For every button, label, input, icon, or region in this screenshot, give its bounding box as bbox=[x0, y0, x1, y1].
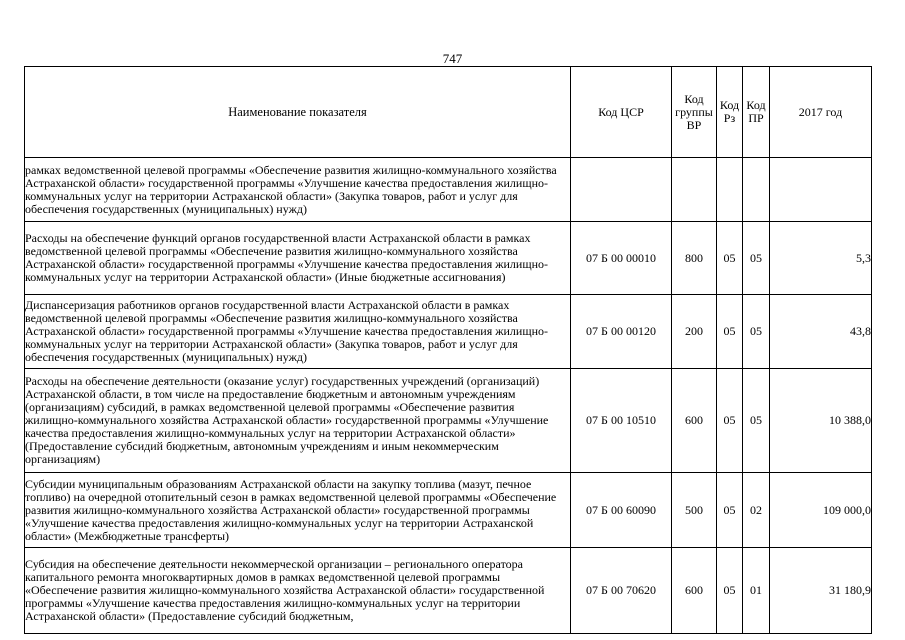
table-header-row bbox=[25, 67, 872, 158]
row-rz: 05 bbox=[717, 369, 743, 473]
row-name: рамках ведомственной целевой программы «Обеспечение развития жилищно-коммунального хозяйства Астраханской области» государственной программы «Улучшение качества предоставления жилищно-коммунальных услуг на территории Астраханской области» (Закупка товаров, работ и услуг для обеспечения государственных (муниципальных) нужд) bbox=[25, 158, 571, 222]
row-csr: 07 Б 00 10510 bbox=[571, 369, 672, 473]
row-amount bbox=[770, 158, 872, 222]
row-name: Субсидия на обеспечение деятельности некоммерческой организации – регионального оператора капитального ремонта многоквартирных домов в рамках ведомственной целевой программы «Обеспечение развития жилищно-коммунального хозяйства Астраханской области» государственной программы «Улучшение качества предоставления жилищно-коммунальных услуг на территории Астраханской области» (Предоставление субсидий бюджетным, bbox=[25, 548, 571, 634]
row-vr: 500 bbox=[672, 473, 717, 548]
row-pr: 02 bbox=[743, 473, 770, 548]
row-csr bbox=[571, 158, 672, 222]
row-vr: 600 bbox=[672, 548, 717, 634]
row-amount: 43,8 bbox=[770, 295, 872, 369]
row-amount: 31 180,9 bbox=[770, 548, 872, 634]
row-rz: 05 bbox=[717, 473, 743, 548]
row-pr: 05 bbox=[743, 369, 770, 473]
row-csr: 07 Б 00 00010 bbox=[571, 222, 672, 295]
header-year: 2017 год bbox=[770, 67, 872, 158]
row-csr: 07 Б 00 60090 bbox=[571, 473, 672, 548]
row-rz: 05 bbox=[717, 222, 743, 295]
budget-table bbox=[24, 66, 872, 634]
row-rz: 05 bbox=[717, 295, 743, 369]
row-vr bbox=[672, 158, 717, 222]
row-rz bbox=[717, 158, 743, 222]
row-amount: 109 000,0 bbox=[770, 473, 872, 548]
header-rz: Код Рз bbox=[717, 67, 743, 158]
row-pr: 05 bbox=[743, 222, 770, 295]
row-name: Расходы на обеспечение функций органов государственной власти Астраханской области в рамках ведомственной целевой программы «Обеспечение развития жилищно-коммунального хозяйства Астраханской области» государственной программы «Улучшение качества предоставления жилищно-коммунальных услуг на территории Астраханской области» (Иные бюджетные ассигнования) bbox=[25, 222, 571, 295]
row-vr: 200 bbox=[672, 295, 717, 369]
table-row bbox=[25, 369, 872, 473]
page-number: 747 bbox=[442, 51, 463, 66]
header-csr: Код ЦСР bbox=[571, 67, 672, 158]
table-row bbox=[25, 158, 872, 222]
row-csr: 07 Б 00 00120 bbox=[571, 295, 672, 369]
row-amount: 5,3 bbox=[770, 222, 872, 295]
table-row bbox=[25, 295, 872, 369]
row-pr: 01 bbox=[743, 548, 770, 634]
row-pr bbox=[743, 158, 770, 222]
header-pr: Код ПР bbox=[743, 67, 770, 158]
row-name: Диспансеризация работников органов государственной власти Астраханской области в рамках ведомственной целевой программы «Обеспечение развития жилищно-коммунального хозяйства Астраханской области» государственной программы «Улучшение качества предоставления жилищно-коммунальных услуг на территории Астраханской области» (Закупка товаров, работ и услуг для обеспечения государственных (муниципальных) нужд) bbox=[25, 295, 571, 369]
table-row bbox=[25, 548, 872, 634]
row-rz: 05 bbox=[717, 548, 743, 634]
row-amount: 10 388,0 bbox=[770, 369, 872, 473]
table-row bbox=[25, 473, 872, 548]
row-name: Расходы на обеспечение деятельности (оказание услуг) государственных учреждений (организаций) Астраханской области, в том числе на предоставление бюджетным и автономным учреждениям (организациям) субсидий, в рамках ведомственной целевой программы «Обеспечение развития жилищно-коммунального хозяйства Астраханской области» государственной программы «Улучшение качества предоставления жилищно-коммунальных услуг на территории Астраханской области» (Предоставление субсидий бюджетным, автономным учреждениям и иным некоммерческим организациям) bbox=[25, 369, 571, 473]
row-vr: 800 bbox=[672, 222, 717, 295]
header-vr: Код группы ВР bbox=[672, 67, 717, 158]
row-pr: 05 bbox=[743, 295, 770, 369]
header-name: Наименование показателя bbox=[25, 67, 571, 158]
row-csr: 07 Б 00 70620 bbox=[571, 548, 672, 634]
row-name: Субсидии муниципальным образованиям Астраханской области на закупку топлива (мазут, печное топливо) на очередной отопительный сезон в рамках ведомственной целевой программы «Обеспечение развития жилищно-коммунального хозяйства Астраханской области» государственной программы «Улучшение качества предоставления жилищно-коммунальных услуг на территории Астраханской области» (Межбюджетные трансферты) bbox=[25, 473, 571, 548]
row-vr: 600 bbox=[672, 369, 717, 473]
table-row bbox=[25, 222, 872, 295]
